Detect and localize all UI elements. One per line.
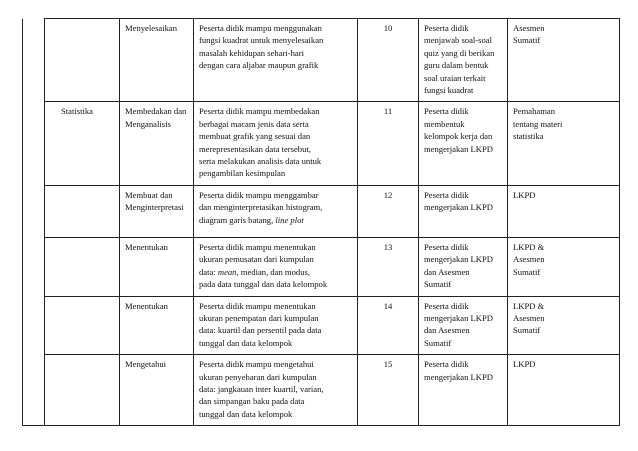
meeting-number-cell: 14 bbox=[358, 296, 419, 355]
verb-cell: Menyelesaikan bbox=[120, 19, 194, 102]
assessment-cell: Asesmen Sumatif bbox=[508, 19, 620, 102]
description-cell: Peserta didik mampu menggambar dan menginterpretasikan histogram, diagram garis batang, line plot bbox=[194, 185, 358, 237]
assessment-cell: Pemahaman tentang materi statistika bbox=[508, 102, 620, 185]
table-row bbox=[23, 19, 620, 102]
description-cell: Peserta didik mampu menggunakan fungsi kuadrat untuk menyelesaikan masalah kehidupan sehari-hari dengan cara aljabar maupun grafik bbox=[194, 19, 358, 102]
assessment-cell: LKPD bbox=[508, 185, 620, 237]
assessment-cell: LKPD bbox=[508, 355, 620, 426]
assessment-cell: LKPD & Asesmen Sumatif bbox=[508, 237, 620, 296]
verb-cell: Mengetahui bbox=[120, 355, 194, 426]
description-cell: Peserta didik mampu menentukan ukuran penempatan dari kumpulan data: kuartil dan persentil pada data tunggal dan data kelompok bbox=[194, 296, 358, 355]
activity-cell: Peserta didik mengerjakan LKPD bbox=[419, 185, 508, 237]
subject-cell bbox=[45, 355, 120, 426]
verb-cell: Membuat dan Menginterpretasi bbox=[120, 185, 194, 237]
activity-cell: Peserta didik mengerjakan LKPD bbox=[419, 355, 508, 426]
subject-cell bbox=[45, 296, 120, 355]
activity-cell: Peserta didik membentuk kelompok kerja dan mengerjakan LKPD bbox=[419, 102, 508, 185]
lesson-plan-table bbox=[22, 18, 620, 426]
verb-cell: Menentukan bbox=[120, 296, 194, 355]
description-cell: Peserta didik mampu membedakan berbagai macam jenis data serta membuat grafik yang sesuai dan merepresentasikan data tersebut, serta melakukan analisis data untuk pengambilan kesimpulan bbox=[194, 102, 358, 185]
subject-cell bbox=[45, 185, 120, 237]
description-cell: Peserta didik mampu menentukan ukuran pemusatan dari kumpulan data: mean, median, dan modus, pada data tunggal dan data kelompok bbox=[194, 237, 358, 296]
activity-cell: Peserta didik mengerjakan LKPD dan Asesmen Sumatif bbox=[419, 237, 508, 296]
activity-cell: Peserta didik menjawab soal-soal quiz yang di berikan guru dalam bentuk soal uraian terkait fungsi kuadrat bbox=[419, 19, 508, 102]
table-row bbox=[23, 237, 620, 296]
meeting-number-cell: 11 bbox=[358, 102, 419, 185]
assessment-cell: LKPD & Asesmen Sumatif bbox=[508, 296, 620, 355]
meeting-number-cell: 10 bbox=[358, 19, 419, 102]
description-cell: Peserta didik mampu mengetahui ukuran penyebaran dari kumpulan data: jangkauan inter kuartil, varian, dan simpangan baku pada data tunggal dan data kelompok bbox=[194, 355, 358, 426]
activity-cell: Peserta didik mengerjakan LKPD dan Asesmen Sumatif bbox=[419, 296, 508, 355]
verb-cell: Membedakan dan Menganalisis bbox=[120, 102, 194, 185]
meeting-number-cell: 15 bbox=[358, 355, 419, 426]
meeting-number-cell: 13 bbox=[358, 237, 419, 296]
margin-cell bbox=[23, 19, 45, 426]
table-row bbox=[23, 185, 620, 237]
verb-cell: Menentukan bbox=[120, 237, 194, 296]
table-row bbox=[23, 296, 620, 355]
subject-cell bbox=[45, 19, 120, 102]
table-row bbox=[23, 355, 620, 426]
meeting-number-cell: 12 bbox=[358, 185, 419, 237]
table-row bbox=[23, 102, 620, 185]
subject-cell bbox=[45, 237, 120, 296]
subject-cell: Statistika bbox=[45, 102, 120, 185]
